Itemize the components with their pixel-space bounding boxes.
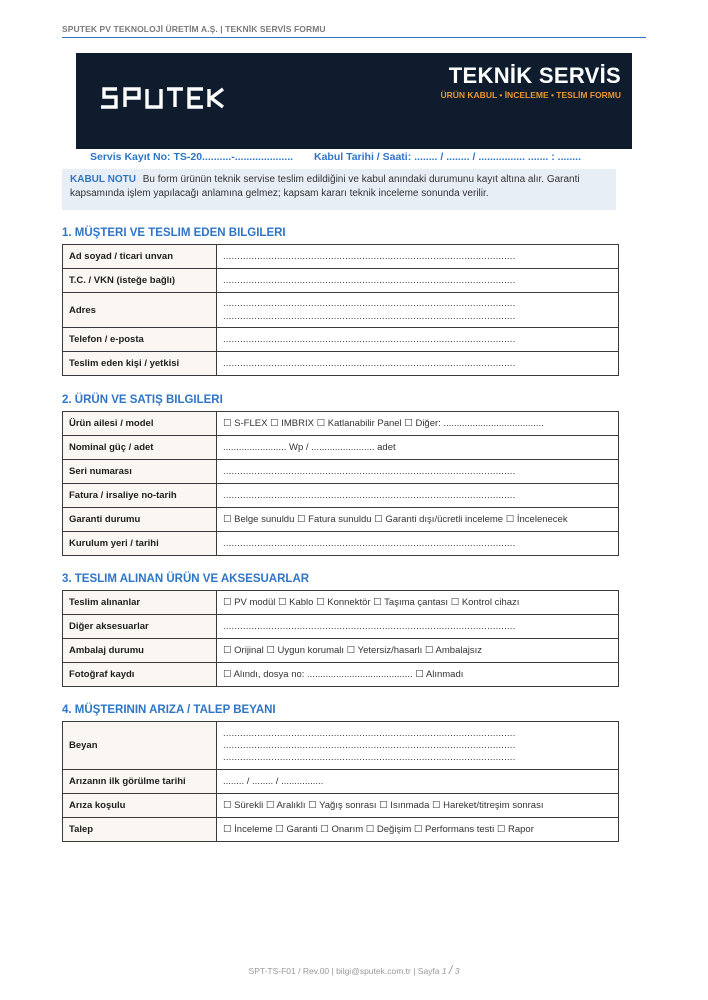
- row-field[interactable]: ☐ Belge sunuldu ☐ Fatura sunuldu ☐ Garanti dışı/ücretli inceleme ☐ İncelenecek: [217, 508, 619, 532]
- section-2-title: 2. ÜRÜN VE SATIŞ BILGILERI: [62, 394, 223, 406]
- page-total: 3: [454, 966, 460, 976]
- footer-text: SPT-TS-F01 / Rev.00 | bilgi@sputek.com.tr | Sayfa: [248, 966, 440, 976]
- section-1-title: 1. MÜŞTERI VE TESLIM EDEN BILGILERI: [62, 227, 286, 239]
- section-2-table: [62, 411, 619, 556]
- servis-kayit-no[interactable]: Servis Kayıt No: TS-20..........-....................: [90, 151, 294, 163]
- row-label: Ürün ailesi / model: [63, 412, 217, 436]
- record-line: [90, 151, 599, 163]
- row-field[interactable]: ☐ S-FLEX ☐ IMBRIX ☐ Katlanabilir Panel ☐ Diğer: ......................................: [217, 412, 619, 436]
- row-field[interactable]: ☐ İnceleme ☐ Garanti ☐ Onarım ☐ Değişim ☐ Performans testi ☐ Rapor: [217, 818, 619, 842]
- row-field[interactable]: ........ / ........ / ................: [217, 770, 619, 794]
- table-row: [63, 352, 619, 376]
- table-row: [63, 436, 619, 460]
- row-field[interactable]: ........................ Wp / ........................ adet: [217, 436, 619, 460]
- table-row: [63, 328, 619, 352]
- section-3-title: 3. TESLIM ALINAN ÜRÜN VE AKSESUARLAR: [62, 573, 310, 585]
- row-field[interactable]: .......................................................................................................: [217, 484, 619, 508]
- table-row: [63, 818, 619, 842]
- table-row: [63, 794, 619, 818]
- section-3-table: [62, 590, 619, 687]
- page-number: 1: [441, 966, 447, 976]
- kabul-notu: [62, 169, 616, 210]
- table-row: [63, 770, 619, 794]
- section-4-title: 4. MÜŞTERININ ARIZA / TALEP BEYANI: [62, 704, 276, 716]
- row-field[interactable]: ☐ Sürekli ☐ Aralıklı ☐ Yağış sonrası ☐ Isınmada ☐ Hareket/titreşim sonrası: [217, 794, 619, 818]
- row-label: Teslim eden kişi / yetkisi: [63, 352, 217, 376]
- row-field[interactable]: .......................................................................................................: [217, 615, 619, 639]
- address-line-1: .......................................................................................................: [223, 298, 516, 309]
- row-label: Fotoğraf kaydı: [63, 663, 217, 687]
- note-title: KABUL NOTU: [70, 174, 136, 185]
- table-row: [63, 615, 619, 639]
- kabul-tarihi[interactable]: Kabul Tarihi / Saati: ........ / ........ / ................ ....... : ........: [313, 151, 582, 163]
- beyan-line-2: .......................................................................................................: [223, 739, 516, 751]
- table-row: [63, 508, 619, 532]
- note-text: Bu form ürünün teknik servise teslim edildiğini ve kabul anındaki durumunu kayıt altına alır. Garanti kapsamında işlem yapılacağı anlamına gelmez; kapsam kararı teknik inceleme sonunda verilir.: [70, 174, 580, 199]
- row-label: Fatura / irsaliye no-tarih: [63, 484, 217, 508]
- table-row: [63, 532, 619, 556]
- row-field[interactable]: ☐ PV modül ☐ Kablo ☐ Konnektör ☐ Taşıma çantası ☐ Kontrol cihazı: [217, 591, 619, 615]
- row-field[interactable]: .......................................................................................................: [217, 352, 619, 376]
- row-label: Garanti durumu: [63, 508, 217, 532]
- row-label: Telefon / e-posta: [63, 328, 217, 352]
- address-line-2: .......................................................................................................: [223, 311, 516, 322]
- banner-subtitle: ÜRÜN KABUL • İNCELEME • TESLİM FORMU: [440, 90, 621, 100]
- row-label: Kurulum yeri / tarihi: [63, 532, 217, 556]
- row-field[interactable]: .......................................................................................................: [217, 532, 619, 556]
- table-row: [63, 591, 619, 615]
- row-label: T.C. / VKN (isteğe bağlı): [63, 269, 217, 293]
- beyan-line-1: .......................................................................................................: [223, 727, 516, 739]
- table-row: [63, 722, 619, 770]
- sputek-logo: [99, 83, 225, 113]
- table-row: [63, 293, 619, 328]
- row-field[interactable]: ☐ Alındı, dosya no: ........................................ ☐ Alınmadı: [217, 663, 619, 687]
- table-row: [63, 412, 619, 436]
- row-label: Ad soyad / ticari unvan: [63, 245, 217, 269]
- banner-title: TEKNİK SERVİS: [448, 63, 621, 88]
- row-field[interactable]: .......................................................................................................: [217, 460, 619, 484]
- row-field[interactable]: ☐ Orijinal ☐ Uygun korumalı ☐ Yetersiz/hasarlı ☐ Ambalajsız: [217, 639, 619, 663]
- row-label: Arızanın ilk görülme tarihi: [63, 770, 217, 794]
- page-header: SPUTEK PV TEKNOLOJİ ÜRETİM A.Ş. | TEKNİK SERVİS FORMU: [62, 24, 646, 38]
- row-label: Beyan: [63, 722, 217, 770]
- row-label: Teslim alınanlar: [63, 591, 217, 615]
- row-label: Arıza koşulu: [63, 794, 217, 818]
- row-label: Ambalaj durumu: [63, 639, 217, 663]
- table-row: [63, 639, 619, 663]
- page-footer: [0, 963, 708, 977]
- row-field[interactable]: .......................................................................................................: [217, 245, 619, 269]
- beyan-line-3: .......................................................................................................: [223, 751, 516, 763]
- banner: [76, 53, 632, 149]
- row-field[interactable]: .......................................................................................................: [217, 328, 619, 352]
- section-1-table: [62, 244, 619, 376]
- page-separator: /: [449, 963, 453, 977]
- section-4-table: [62, 721, 619, 842]
- row-label: Seri numarası: [63, 460, 217, 484]
- row-label: Adres: [63, 293, 217, 328]
- table-row: [63, 269, 619, 293]
- row-label: Nominal güç / adet: [63, 436, 217, 460]
- table-row: [63, 245, 619, 269]
- table-row: [63, 484, 619, 508]
- row-label: Diğer aksesuarlar: [63, 615, 217, 639]
- table-row: [63, 460, 619, 484]
- row-label: Talep: [63, 818, 217, 842]
- table-row: [63, 663, 619, 687]
- row-field[interactable]: [217, 293, 619, 328]
- row-field[interactable]: .......................................................................................................: [217, 269, 619, 293]
- row-field[interactable]: [217, 722, 619, 770]
